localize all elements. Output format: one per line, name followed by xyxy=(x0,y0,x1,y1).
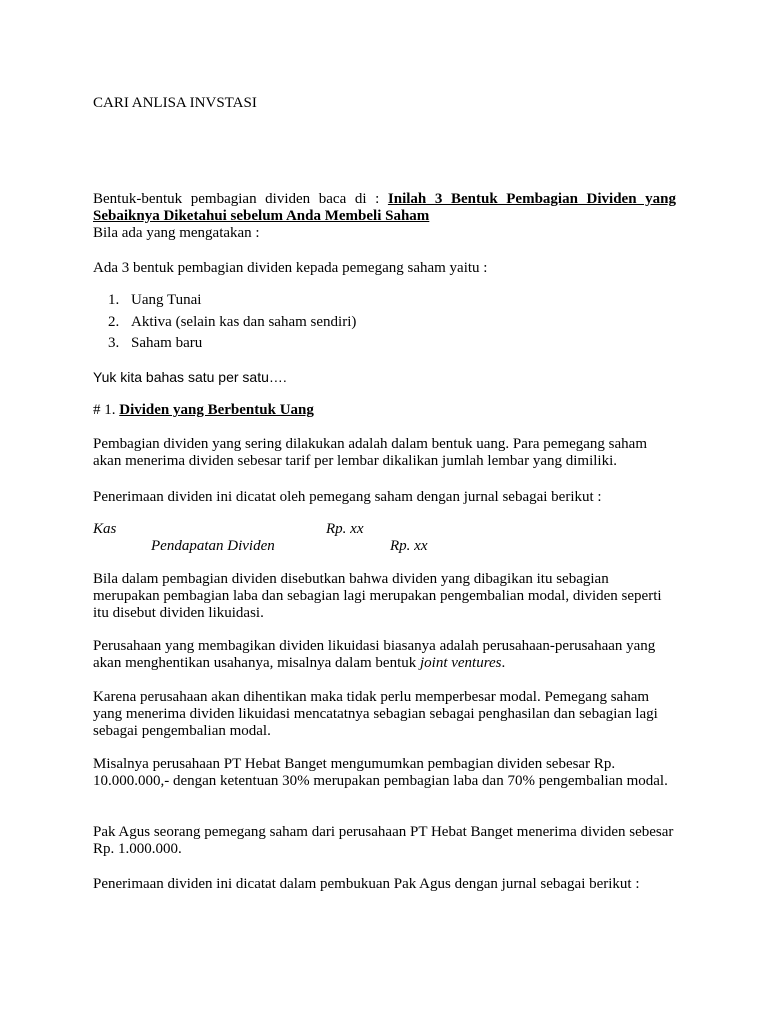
paragraph-2: Penerimaan dividen ini dicatat oleh pemegang saham dengan jurnal sebagai berikut : xyxy=(93,489,602,505)
journal-debit-account: Kas xyxy=(93,521,117,537)
dividend-forms-list xyxy=(108,290,608,355)
ada-3-text: Ada 3 bentuk pembagian dividen kepada pemegang saham yaitu : xyxy=(93,260,488,276)
list-item: 2. Aktiva (selain kas dan saham sendiri) xyxy=(108,313,357,330)
paragraph-1: Pembagian dividen yang sering dilakukan adalah dalam bentuk uang. Para pemegang saham akan menerima dividen sebesar tarif per lembar dikalikan jumlah lembar yang dimiliki. xyxy=(93,436,647,469)
list-item: 3. Saham baru xyxy=(108,335,203,351)
journal-credit-amount: Rp. xx xyxy=(390,538,428,554)
intro-lead-text: Bentuk-bentuk pembagian dividen baca di : xyxy=(93,191,388,207)
paragraph-8: Penerimaan dividen ini dicatat dalam pembukuan Pak Agus dengan jurnal sebagai berikut : xyxy=(93,876,640,892)
paragraph-7: Pak Agus seorang pemegang saham dari perusahaan PT Hebat Banget menerima dividen sebesar Rp. 1.000.000. xyxy=(93,824,674,857)
document-heading: CARI ANLISA INVSTASI xyxy=(93,95,257,111)
bila-ada-text: Bila ada yang mengatakan : xyxy=(93,225,260,241)
list-item: 1. Uang Tunai xyxy=(108,292,202,308)
paragraph-3: Bila dalam pembagian dividen disebutkan bahwa dividen yang dibagikan itu sebagian merupakan pembagian laba dan sebagian lagi merupakan pengembalian modal, dividen seperti itu disebut dividen likuidasi. xyxy=(93,571,662,621)
journal-debit-amount: Rp. xx xyxy=(326,521,364,537)
paragraph-5: Karena perusahaan akan dihentikan maka tidak perlu memperbesar modal. Pemegang saham yang menerima dividen likuidasi mencatatnya sebagian sebagai penghasilan dan sebagian lagi sebagai pengembalian modal. xyxy=(93,689,658,739)
paragraph-4: Perusahaan yang membagikan dividen likuidasi biasanya adalah perusahaan-perusahaan yang akan menghentikan usahanya, misalnya dalam bentuk joint ventures. xyxy=(93,638,656,671)
article-link[interactable]: Inilah 3 Bentuk Pembagian Dividen yang Sebaiknya Diketahui sebelum Anda Membeli Saham xyxy=(93,191,677,224)
yuk-text: Yuk kita bahas satu per satu…. xyxy=(93,369,287,385)
intro-paragraph xyxy=(93,191,676,225)
journal-credit-account: Pendapatan Dividen xyxy=(151,538,275,554)
paragraph-6: Misalnya perusahaan PT Hebat Banget mengumumkan pembagian dividen sebesar Rp. 10.000.000,- dengan ketentuan 30% merupakan pembagian laba dan 70% pengembalian modal. xyxy=(93,756,668,789)
section-1-heading: # 1. Dividen yang Berbentuk Uang xyxy=(93,402,314,418)
